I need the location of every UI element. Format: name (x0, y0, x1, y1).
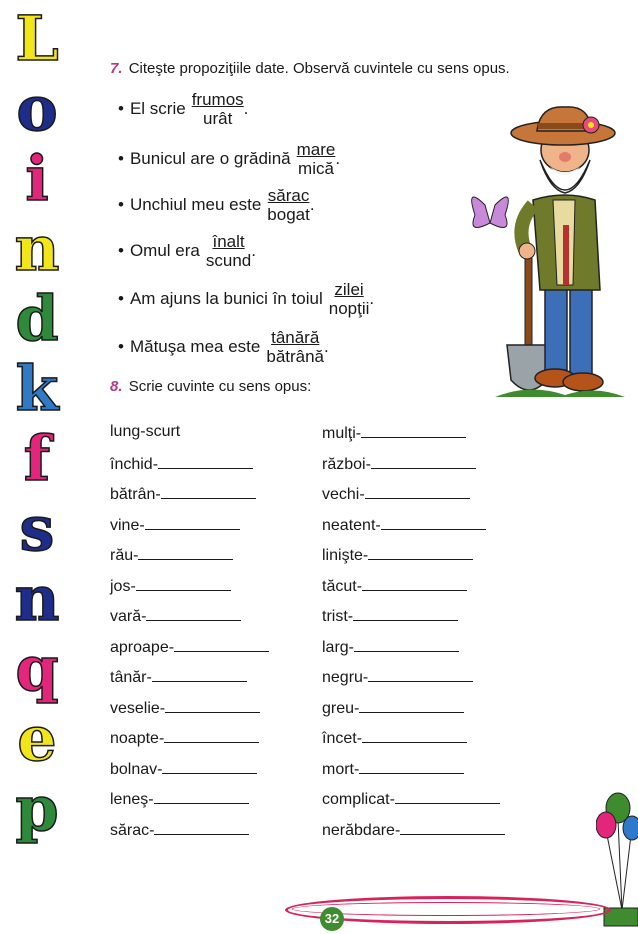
exercise-word: bătrân- (110, 486, 161, 503)
antonym-exercise-item (322, 423, 466, 443)
bullet-icon: • (118, 241, 124, 260)
answer-blank-line[interactable] (365, 484, 470, 499)
answer-blank-line[interactable] (359, 698, 464, 713)
sidebar-letter: d (15, 282, 59, 355)
answer-blank-line[interactable] (158, 454, 253, 469)
exercise-word: mulţi- (322, 425, 362, 442)
answer-blank-line[interactable] (161, 484, 256, 499)
exercise-word: larg- (322, 638, 355, 656)
answer-blank-line[interactable] (362, 576, 467, 591)
sidebar-letter: e (17, 702, 57, 775)
exercise-8-number: 8. (110, 378, 123, 395)
sentence-end: . (324, 337, 329, 356)
antonym-exercise-item (322, 789, 500, 809)
exercise-word: linişte- (322, 547, 369, 564)
antonym-bottom: nopţii (328, 299, 370, 318)
antonym-top: sărac (267, 186, 310, 205)
exercise-word: tăcut- (322, 577, 363, 595)
sidebar-letter: o (16, 72, 58, 145)
exercise-word: complicat- (322, 791, 395, 808)
antonym-top: tânără (271, 328, 320, 347)
exercise-word: noapte- (110, 730, 165, 747)
antonym-pair (206, 232, 251, 270)
answer-blank-line[interactable] (359, 759, 464, 774)
antonym-top: mare (296, 140, 336, 159)
bullet-icon: • (118, 289, 124, 308)
answer-blank-line[interactable] (164, 728, 259, 743)
answer-blank-line[interactable] (368, 667, 473, 682)
answer-blank-line[interactable] (154, 789, 249, 804)
antonym-exercise-item (110, 820, 249, 840)
sidebar-letter: s (19, 492, 55, 565)
sidebar-letter: f (23, 422, 51, 495)
antonym-exercise-item (110, 515, 240, 535)
answer-blank-line[interactable] (145, 515, 240, 530)
sentence-row (118, 140, 340, 178)
sentence-row (118, 90, 248, 128)
antonym-exercise-item (322, 576, 467, 596)
antonym-exercise-item (110, 759, 257, 779)
sentence-text: Omul era (129, 241, 200, 260)
sentence-end: . (243, 99, 249, 118)
answer-blank-line[interactable] (152, 667, 247, 682)
bullet-icon: • (118, 99, 124, 118)
exercise-word: negru- (322, 669, 369, 686)
antonym-pair (192, 90, 244, 128)
exercise-word: aproape- (110, 638, 175, 656)
sidebar-letter: n (14, 212, 60, 285)
answer-blank-line[interactable] (400, 820, 505, 835)
sentence-end: . (309, 195, 315, 214)
exercise-word: trist- (322, 608, 354, 625)
antonym-exercise-item (110, 423, 180, 441)
answer-blank-line[interactable] (395, 789, 500, 804)
bullet-icon: • (118, 195, 124, 214)
sentence-text: Am ajuns la bunici în toiul (129, 289, 323, 308)
answer-blank-line[interactable] (362, 728, 467, 743)
answer-blank-line[interactable] (154, 820, 249, 835)
exercise-word: greu- (322, 699, 360, 717)
bullet-icon: • (118, 337, 124, 356)
exercise-word: bolnav- (110, 760, 163, 778)
antonym-exercise-item (110, 576, 231, 596)
sentence-row (118, 232, 256, 270)
answer-blank-line[interactable] (354, 637, 459, 652)
page-number: 32 (320, 907, 344, 931)
antonym-top: zilei (334, 280, 364, 299)
exercise-word: jos- (110, 577, 136, 595)
answer-blank-line[interactable] (138, 545, 233, 560)
answer-blank-line[interactable] (381, 515, 486, 530)
exercise-word: război- (322, 455, 371, 473)
antonym-exercise-item (322, 637, 459, 657)
sidebar-letter: i (25, 142, 49, 215)
antonym-exercise-item (322, 606, 458, 626)
antonym-exercise-item (110, 637, 269, 657)
antonym-exercise-item (110, 545, 233, 565)
grandfather-illustration (455, 105, 630, 405)
answer-blank-line[interactable] (174, 637, 269, 652)
answer-blank-line[interactable] (146, 606, 241, 621)
sentence-row (118, 280, 374, 318)
sentence-text: El scrie (129, 99, 186, 118)
antonym-pair (329, 280, 370, 318)
exercise-word: neatent- (322, 516, 381, 534)
antonym-exercise-item (110, 789, 249, 809)
antonym-exercise-item (110, 484, 256, 504)
antonym-exercise-item (322, 698, 464, 718)
antonym-exercise-item (322, 759, 464, 779)
exercise-word: vine- (110, 516, 145, 534)
exercise-word: nerăbdare- (322, 821, 401, 839)
antonym-exercise-item (110, 728, 259, 748)
exercise-word: mort- (322, 760, 360, 778)
antonym-exercise-item (322, 728, 467, 748)
antonym-top: înalt (212, 232, 245, 251)
exercise-8-heading (110, 378, 311, 395)
sentence-row (118, 186, 315, 224)
exercise-word: rău- (110, 547, 139, 564)
exercise-word: vară- (110, 608, 147, 625)
antonym-bottom: mică (298, 159, 334, 178)
antonym-exercise-item (110, 606, 241, 626)
answer-blank-line[interactable] (165, 698, 260, 713)
sidebar-letter: n (14, 562, 60, 635)
exercise-word: leneş- (110, 791, 154, 808)
antonym-pair (297, 140, 336, 178)
answer-blank-line[interactable] (136, 576, 231, 591)
answer-blank-line[interactable] (371, 454, 476, 469)
antonym-bottom: bătrână (266, 347, 325, 366)
antonym-exercise-item (110, 454, 253, 474)
answer-blank-line[interactable] (361, 423, 466, 438)
sentence-text: Bunicul are o grădină (129, 149, 291, 168)
answer-blank-line[interactable] (162, 759, 257, 774)
sidebar-letter: p (15, 772, 59, 845)
sidebar-letter: k (15, 352, 59, 425)
antonym-pair (266, 328, 324, 366)
exercise-word: sărac- (110, 821, 155, 839)
exercise-word: veselie- (110, 699, 166, 717)
exercise-8-instruction: Scrie cuvinte cu sens opus: (128, 378, 312, 395)
sentence-end: . (369, 289, 375, 308)
answer-blank-line[interactable] (353, 606, 458, 621)
exercise-word: tânăr- (110, 669, 152, 686)
exercise-word: încet- (322, 730, 363, 747)
sentence-end: . (335, 149, 341, 168)
antonym-exercise-item (322, 484, 470, 504)
bullet-icon: • (118, 149, 124, 168)
sentence-text: Unchiul meu este (129, 195, 262, 214)
antonym-exercise-item (322, 820, 505, 840)
exercise-word: lung-scurt (110, 423, 181, 440)
antonym-bottom: scund (205, 251, 252, 270)
antonym-exercise-item (322, 515, 486, 535)
antonym-pair (267, 186, 310, 224)
answer-blank-line[interactable] (368, 545, 473, 560)
exercise-word: închid- (110, 455, 159, 473)
antonym-exercise-item (322, 545, 473, 565)
antonym-exercise-item (322, 454, 476, 474)
sentence-end: . (251, 241, 256, 260)
sentence-row (118, 328, 329, 366)
antonym-exercise-item (110, 698, 260, 718)
antonym-exercise-item (322, 667, 473, 687)
sidebar-letter: q (15, 632, 59, 705)
antonym-exercise-item (110, 667, 247, 687)
antonym-bottom: urât (203, 109, 233, 128)
exercise-word: vechi- (322, 486, 365, 503)
sentence-text: Mătuşa mea este (129, 337, 261, 356)
exercise-7-instruction: Citeşte propoziţiile date. Observă cuvintele cu sens opus. (128, 60, 510, 77)
sidebar-letter: L (15, 2, 59, 75)
exercise-7-heading (110, 60, 510, 77)
antonym-bottom: bogat (267, 205, 310, 224)
exercise-7-number: 7. (110, 60, 123, 77)
antonym-top: frumos (191, 90, 244, 109)
